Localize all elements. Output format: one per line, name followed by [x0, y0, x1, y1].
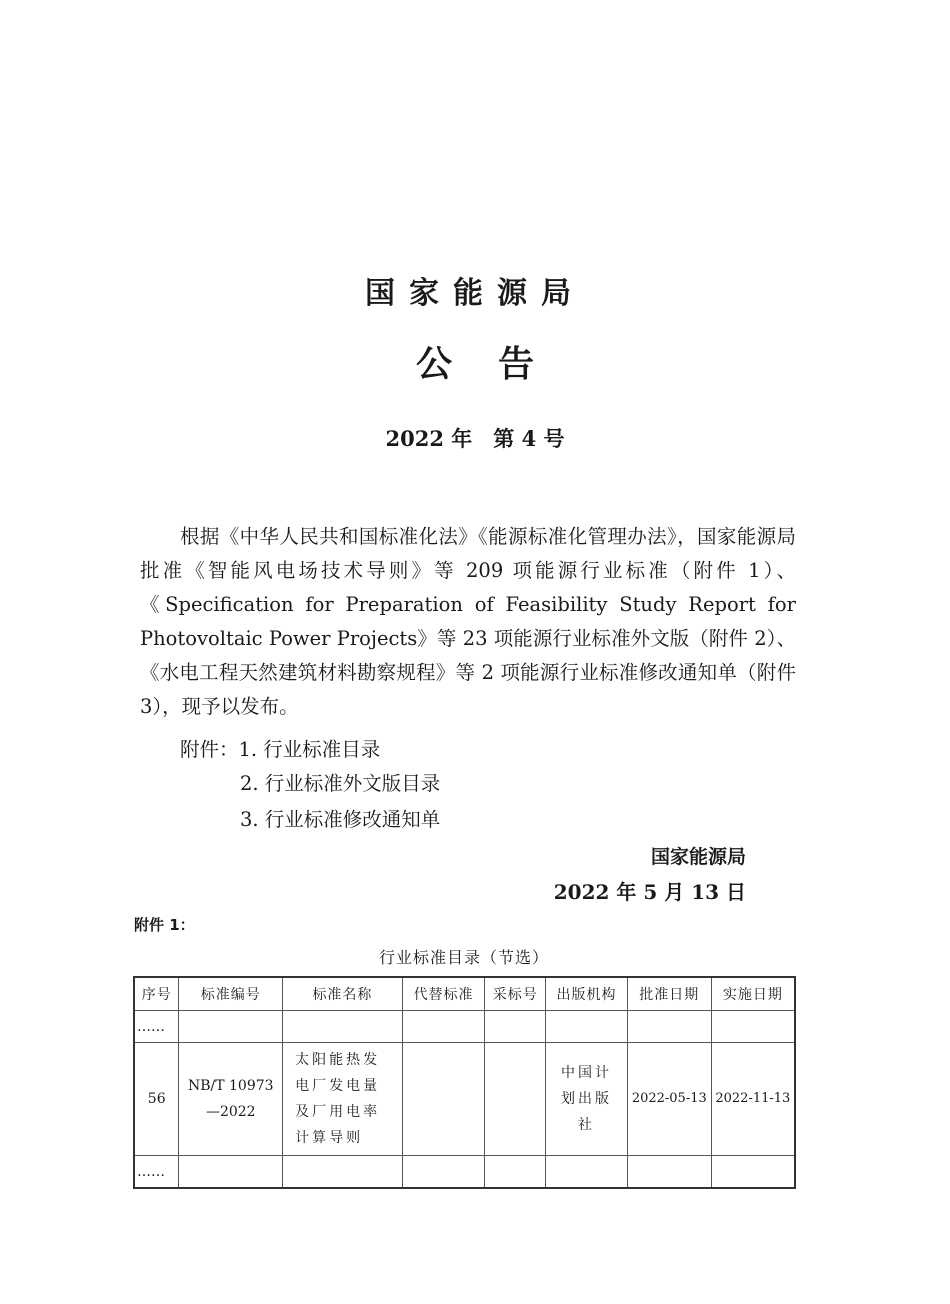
signature-date: 2022 年 5 月 13 日 [553, 880, 746, 904]
col-header-seq: 序号 [134, 977, 179, 1011]
cell-approved: 2022-05-13 [627, 1043, 711, 1156]
col-header-replaces: 代替标准 [402, 977, 485, 1011]
ellipsis-cell: …… [134, 1011, 179, 1043]
issuing-org-title: 国家能源局 [365, 276, 585, 311]
document-type-title: 公告 [415, 344, 580, 385]
attachment-item-2: 2. 行业标准外文版目录 [240, 772, 441, 795]
announcement-number: 2022 年 第 4 号 [385, 426, 565, 451]
col-header-code: 标准编号 [179, 977, 283, 1011]
signature-org: 国家能源局 [650, 846, 746, 868]
cell-publisher: 中国计划出版社 [546, 1043, 628, 1156]
cell-seq: 56 [134, 1043, 179, 1156]
table-row-ellipsis [134, 1156, 795, 1189]
attachment-item-3: 3. 行业标准修改通知单 [240, 808, 441, 831]
annex-label: 附件 1： [134, 916, 195, 934]
ellipsis-cell: …… [134, 1156, 179, 1189]
cell-adopted [485, 1043, 546, 1156]
announcement-body: 根据《中华人民共和国标准化法》《能源标准化管理办法》，国家能源局批准《智能风电场技术导则》等 209 项能源行业标准（附件 1）、《Specification for Preparation of Feasibility Study Report for Photovoltaic Power Projects》等 23 项能源行业标准外文版（附件 2）、《水电工程天然建筑材料勘察规程》等 2 项能源行业标准修改通知单（附件 3），现予以发布。 [140, 525, 796, 718]
col-header-publisher: 出版机构 [546, 977, 628, 1011]
cell-replaces [402, 1043, 485, 1156]
col-header-name: 标准名称 [283, 977, 403, 1011]
attachment-item-1: 附件：1. 行业标准目录 [180, 738, 381, 761]
cell-effective: 2022-11-13 [711, 1043, 795, 1156]
table-row [134, 1043, 795, 1156]
cell-code: NB/T 10973—2022 [179, 1043, 283, 1156]
standards-table [133, 976, 796, 1189]
cell-name: 太阳能热发电厂发电量及厂用电率计算导则 [283, 1043, 403, 1156]
col-header-effective: 实施日期 [711, 977, 795, 1011]
col-header-approved: 批准日期 [627, 977, 711, 1011]
table-row-ellipsis [134, 1011, 795, 1043]
table-header-row [134, 977, 795, 1011]
table-title: 行业标准目录（节选） [378, 948, 549, 967]
col-header-adopted: 采标号 [485, 977, 546, 1011]
